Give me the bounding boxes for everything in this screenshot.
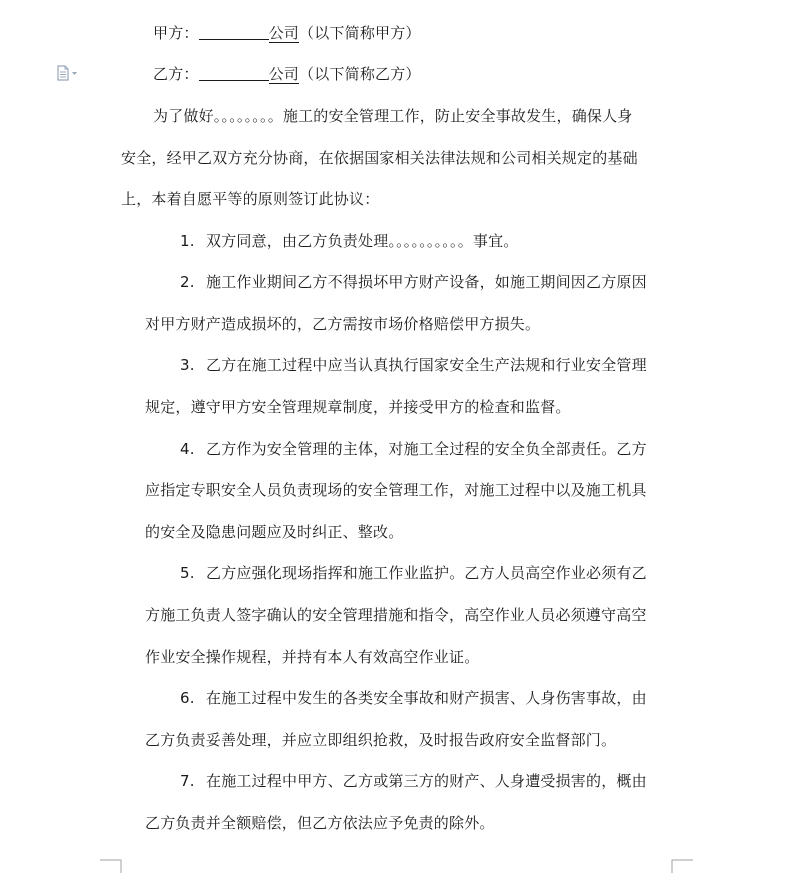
- clause-7-line-1: [180, 771, 647, 791]
- intro-line-1: 为了做好。。。。。。。。施工的安全管理工作，防止安全事故发生，确保人身: [153, 107, 633, 125]
- intro-line-2: 安全，经甲乙双方充分协商，在依据国家相关法律法规和公司相关规定的基础: [121, 149, 638, 167]
- clause-5-number: 5.: [180, 564, 195, 582]
- party-a-note: （以下简称甲方）: [299, 24, 421, 42]
- intro-line-3: 上，本着自愿平等的原则签订此协议：: [121, 190, 380, 208]
- clause-4-line-1: [180, 439, 647, 459]
- clause-1-text: 双方同意，由乙方负责处理。。。。。。。。。。事宜。: [206, 232, 519, 250]
- clause-5-line-1: [180, 563, 647, 583]
- clause-2-text-1: 施工作业期间乙方不得损坏甲方财产设备，如施工期间因乙方原因: [206, 273, 647, 291]
- clause-5-text-1: 乙方应强化现场指挥和施工作业监护。乙方人员高空作业必须有乙: [206, 564, 647, 582]
- clause-2-line-1: [180, 272, 647, 292]
- clause-6-text-1: 在施工过程中发生的各类安全事故和财产损害、人身伤害事故，由: [206, 689, 647, 707]
- clause-4-line-2: 应指定专职安全人员负责现场的安全管理工作，对施工过程中以及施工机具: [145, 481, 647, 499]
- clause-7-line-2: 乙方负责并全额赔偿，但乙方依法应予免责的除外。: [145, 814, 495, 832]
- clause-5-line-2: 方施工负责人签字确认的安全管理措施和指令，高空作业人员必须遵守高空: [145, 606, 647, 624]
- clause-2-number: 2.: [180, 273, 195, 291]
- party-b-line: [153, 64, 421, 84]
- clause-4-line-3: 的安全及隐患问题应及时纠正、整改。: [145, 523, 404, 541]
- clause-3-line-2: 规定，遵守甲方安全管理规章制度，并接受甲方的检查和监督。: [145, 398, 571, 416]
- party-a-blank[interactable]: [199, 24, 269, 40]
- party-a-label: 甲方：: [153, 24, 199, 42]
- clause-6-line-2: 乙方负责妥善处理，并应立即组织抢救，及时报告政府安全监督部门。: [145, 731, 617, 749]
- party-a-company: 公司: [268, 24, 300, 42]
- clause-7-number: 7.: [180, 772, 195, 790]
- clause-4-text-1: 乙方作为安全管理的主体，对施工全过程的安全负全部责任。乙方: [206, 440, 647, 458]
- clause-4-number: 4.: [180, 440, 195, 458]
- clause-5-line-3: 作业安全操作规程，并持有本人有效高空作业证。: [145, 648, 480, 666]
- clause-3-text-1: 乙方在施工过程中应当认真执行国家安全生产法规和行业安全管理: [206, 356, 647, 374]
- clause-7-text-1: 在施工过程中甲方、乙方或第三方的财产、人身遭受损害的，概由: [206, 772, 647, 790]
- party-a-line: [153, 23, 421, 43]
- page-corner-mark-left: [100, 859, 122, 873]
- clause-2-line-2: 对甲方财产造成损坏的，乙方需按市场价格赔偿甲方损失。: [145, 315, 541, 333]
- clause-3-line-1: [180, 355, 647, 375]
- clause-1-line-1: [180, 231, 519, 251]
- clause-6-line-1: [180, 688, 647, 708]
- document-icon[interactable]: [56, 65, 82, 81]
- party-b-note: （以下简称乙方）: [299, 65, 421, 83]
- clause-6-number: 6.: [180, 689, 195, 707]
- page-corner-mark-right: [671, 859, 693, 873]
- clause-1-number: 1.: [180, 232, 195, 250]
- clause-3-number: 3.: [180, 356, 195, 374]
- party-b-company: 公司: [268, 65, 300, 83]
- party-b-label: 乙方：: [153, 65, 199, 83]
- party-b-blank[interactable]: [199, 65, 269, 81]
